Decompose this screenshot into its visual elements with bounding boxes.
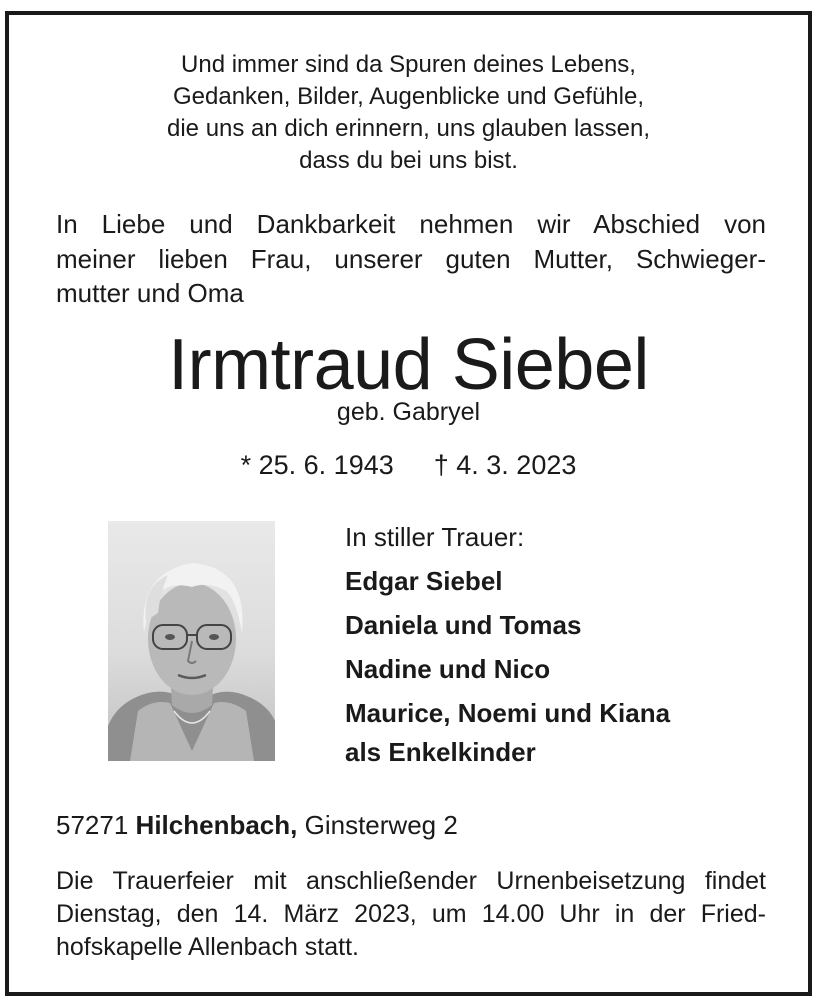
maiden-name: geb. Gabryel — [336, 398, 481, 426]
farewell-text — [56, 207, 766, 311]
poem-line: die uns an dich erinnern, uns glauben lassen, — [167, 115, 650, 142]
family-address — [56, 808, 458, 842]
portrait-photo — [108, 521, 275, 761]
service-line: Die Trauerfeier mit anschließender Urnenbeisetzung findet — [56, 867, 766, 895]
service-line: hofskapelle Allenbach statt. — [56, 933, 359, 961]
poem-line: Gedanken, Bilder, Augenblicke und Gefühle, — [173, 83, 644, 110]
mourners-heading: In stiller Trauer: — [345, 522, 525, 552]
mourner-name: Nadine und Nico — [345, 654, 551, 684]
mourner-name: Edgar Siebel — [345, 566, 503, 596]
funeral-service-text — [56, 865, 766, 964]
portrait-illustration — [108, 521, 275, 761]
poem — [9, 49, 808, 177]
farewell-line: mutter und Oma — [56, 278, 244, 308]
death-date: † 4. 3. 2023 — [433, 450, 577, 480]
mourner-name: als Enkelkinder — [345, 737, 536, 767]
deceased-name: Irmtraud Siebel — [168, 325, 649, 405]
mourners-block — [345, 515, 785, 769]
life-dates — [9, 447, 808, 483]
obituary-frame — [5, 11, 812, 996]
birth-date: * 25. 6. 1943 — [240, 450, 394, 480]
street: Ginsterweg 2 — [304, 810, 458, 840]
farewell-line: meiner lieben Frau, unserer guten Mutter, Schwieger- — [56, 243, 766, 274]
poem-line: Und immer sind da Spuren deines Lebens, — [181, 51, 636, 78]
poem-line: dass du bei uns bist. — [299, 147, 518, 174]
city: Hilchenbach, — [135, 810, 298, 840]
postcode: 57271 — [56, 810, 129, 840]
farewell-line: In Liebe und Dankbarkeit nehmen wir Abschied von — [56, 209, 766, 239]
mourner-name: Daniela und Tomas — [345, 610, 582, 640]
mourner-name: Maurice, Noemi und Kiana — [345, 698, 671, 728]
service-line: Dienstag, den 14. März 2023, um 14.00 Uhr in der Fried- — [56, 900, 766, 928]
